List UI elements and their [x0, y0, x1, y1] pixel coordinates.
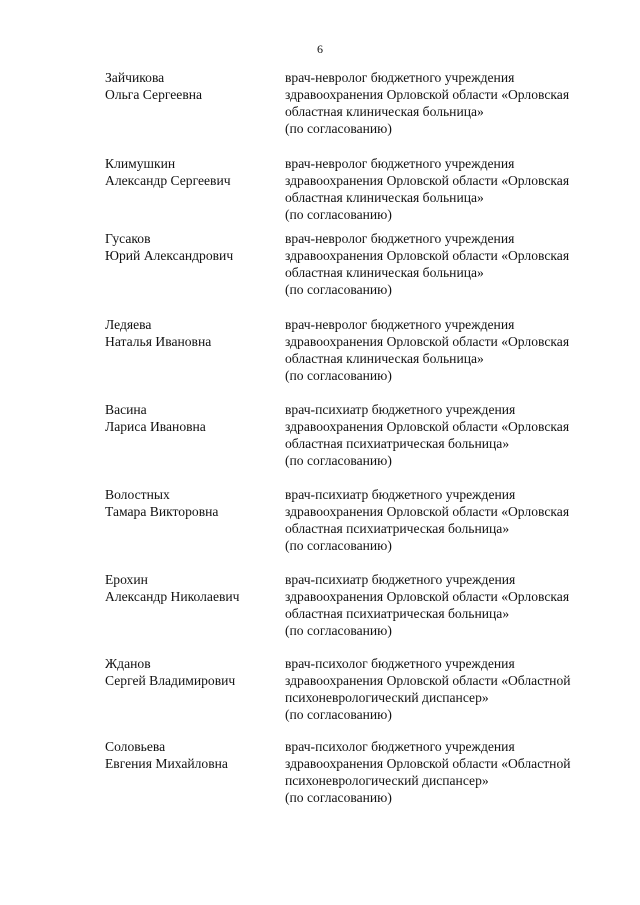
member-position: [285, 155, 620, 223]
position-line: здравоохранения Орловской области «Орловская: [285, 334, 570, 349]
approval-note: (по согласованию): [285, 207, 392, 222]
member-entry: [0, 738, 640, 818]
approval-note: (по согласованию): [285, 623, 392, 638]
member-entry: [0, 571, 640, 651]
position-line: областная клиническая больница»: [285, 265, 484, 280]
member-entry: [0, 316, 640, 396]
position-line: областная клиническая больница»: [285, 190, 484, 205]
member-entry: [0, 401, 640, 481]
member-position: [285, 486, 620, 554]
position-line: здравоохранения Орловской области «Областной: [285, 673, 571, 688]
member-position: [285, 655, 620, 723]
member-position: [285, 401, 620, 469]
member-position: [285, 230, 620, 298]
member-name: Климушкин Александр Сергеевич: [105, 156, 231, 188]
position-line: здравоохранения Орловской области «Орловская: [285, 419, 570, 434]
member-position: [285, 69, 620, 137]
approval-note: (по согласованию): [285, 453, 392, 468]
position-line: врач-невролог бюджетного учреждения: [285, 70, 515, 85]
position-line: областная клиническая больница»: [285, 351, 484, 366]
member-name: Ледяева Наталья Ивановна: [105, 317, 212, 349]
member-name: Жданов Сергей Владимирович: [105, 656, 236, 688]
position-line: врач-психолог бюджетного учреждения: [285, 739, 515, 754]
member-entry: [0, 655, 640, 735]
position-line: здравоохранения Орловской области «Орловская: [285, 504, 570, 519]
position-line: врач-психиатр бюджетного учреждения: [285, 572, 516, 587]
position-line: психоневрологический диспансер»: [285, 773, 489, 788]
approval-note: (по согласованию): [285, 121, 392, 136]
member-position: [285, 571, 620, 639]
member-name: Васина Лариса Ивановна: [105, 402, 206, 434]
position-line: здравоохранения Орловской области «Орловская: [285, 248, 570, 263]
position-line: здравоохранения Орловской области «Орловская: [285, 87, 570, 102]
member-entry: [0, 230, 640, 310]
member-name: Ерохин Александр Николаевич: [105, 572, 240, 604]
member-entry: [0, 155, 640, 235]
approval-note: (по согласованию): [285, 790, 392, 805]
page-number: 6: [317, 42, 323, 56]
position-line: врач-психиатр бюджетного учреждения: [285, 487, 516, 502]
approval-note: (по согласованию): [285, 368, 392, 383]
position-line: врач-невролог бюджетного учреждения: [285, 317, 515, 332]
position-line: здравоохранения Орловской области «Областной: [285, 756, 571, 771]
member-name: Соловьева Евгения Михайловна: [105, 739, 228, 771]
approval-note: (по согласованию): [285, 707, 392, 722]
position-line: врач-психолог бюджетного учреждения: [285, 656, 515, 671]
member-position: [285, 316, 620, 384]
position-line: областная психиатрическая больница»: [285, 436, 510, 451]
position-line: областная психиатрическая больница»: [285, 521, 510, 536]
approval-note: (по согласованию): [285, 538, 392, 553]
position-line: областная клиническая больница»: [285, 104, 484, 119]
member-name: Гусаков Юрий Александрович: [105, 231, 234, 263]
position-line: здравоохранения Орловской области «Орловская: [285, 589, 570, 604]
member-position: [285, 738, 620, 806]
position-line: врач-невролог бюджетного учреждения: [285, 231, 515, 246]
member-name: Волостных Тамара Викторовна: [105, 487, 219, 519]
position-line: психоневрологический диспансер»: [285, 690, 489, 705]
position-line: врач-невролог бюджетного учреждения: [285, 156, 515, 171]
member-name: Зайчикова Ольга Сергеевна: [105, 70, 203, 102]
member-entry: [0, 486, 640, 566]
position-line: областная психиатрическая больница»: [285, 606, 510, 621]
member-entry: [0, 69, 640, 149]
position-line: здравоохранения Орловской области «Орловская: [285, 173, 570, 188]
approval-note: (по согласованию): [285, 282, 392, 297]
position-line: врач-психиатр бюджетного учреждения: [285, 402, 516, 417]
